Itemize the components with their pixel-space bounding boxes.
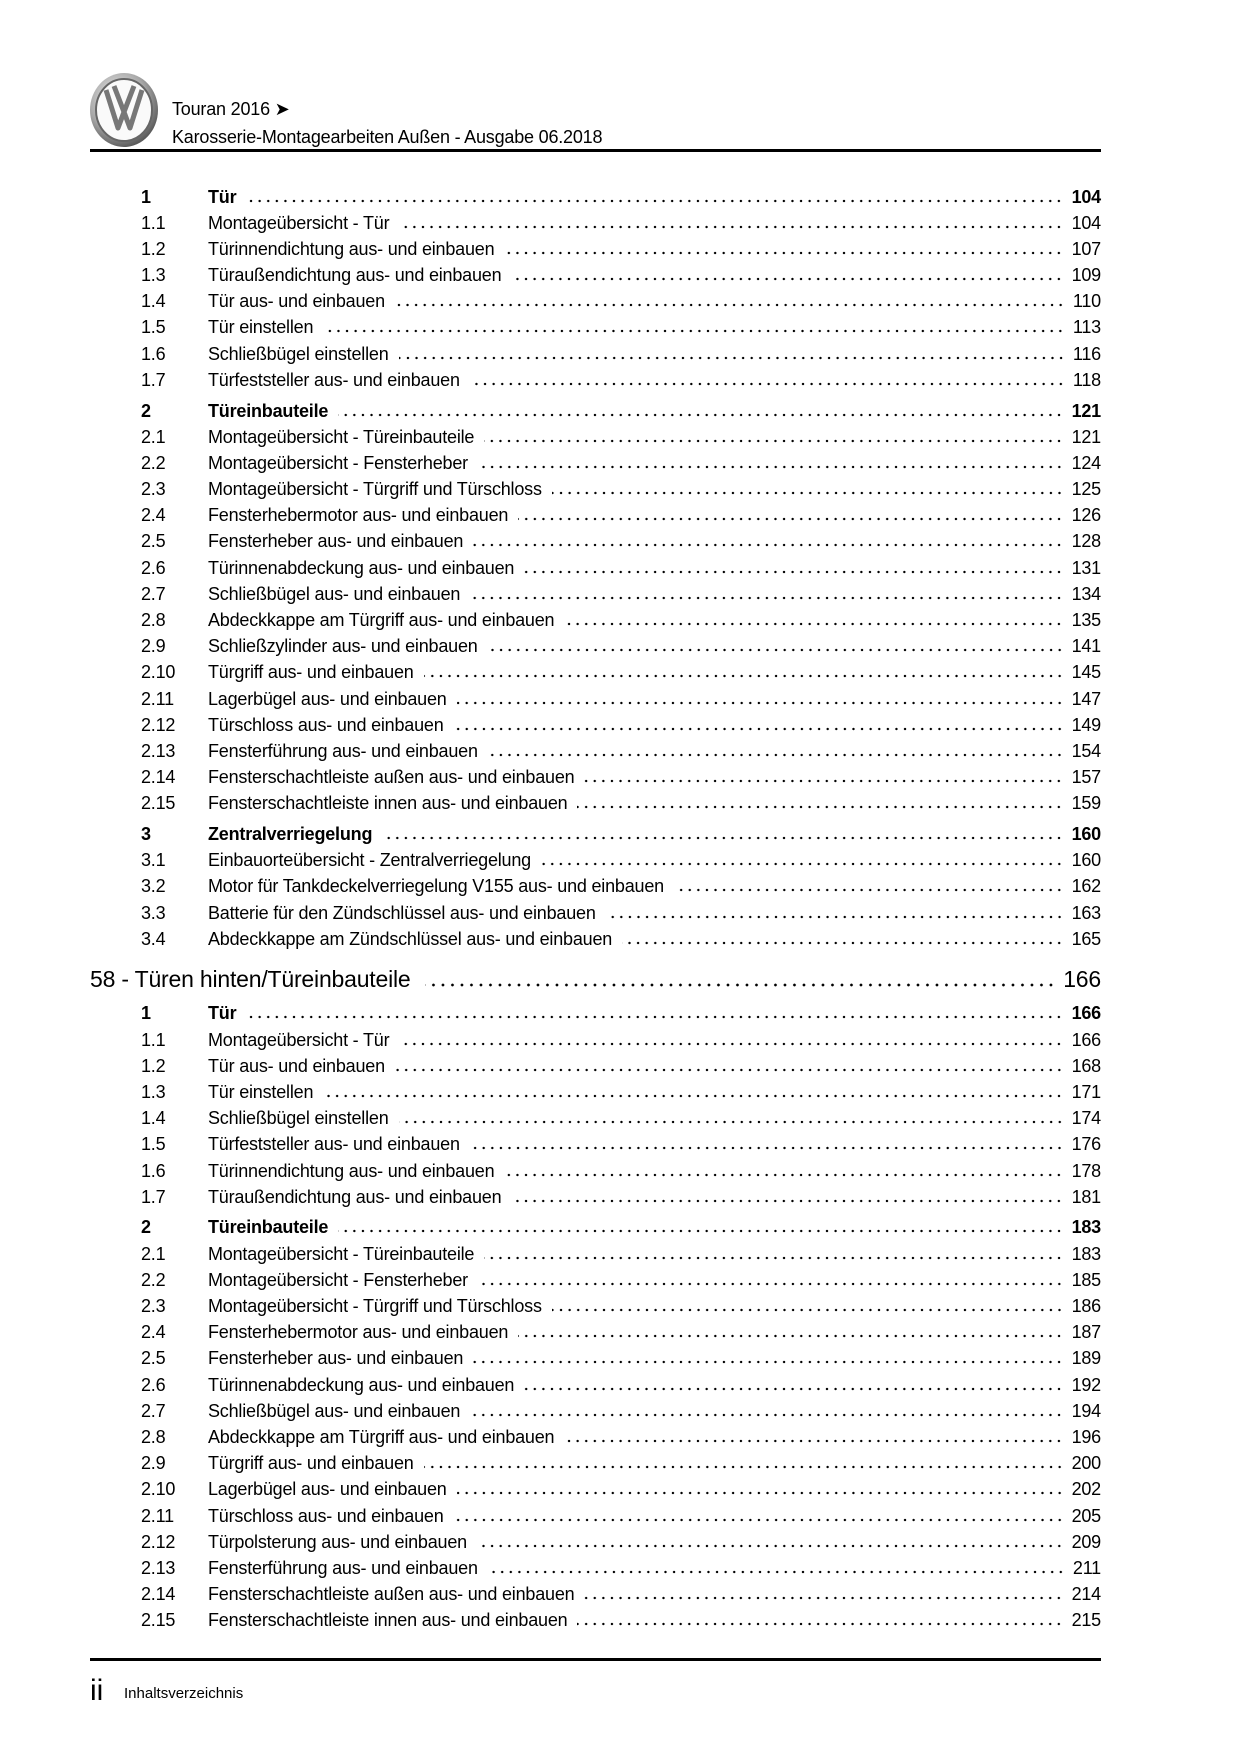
toc-title: Türinnenabdeckung aus- und einbauen <box>208 1374 515 1395</box>
leader-dots <box>477 1538 1064 1548</box>
toc-number: 1.1 <box>141 1029 166 1050</box>
toc-page: 211 <box>1072 1557 1101 1578</box>
toc-number: 2.7 <box>141 583 166 604</box>
toc-title: Fensterschachtleiste innen aus- und einbauen <box>208 1610 568 1631</box>
toc-page: 145 <box>1071 662 1101 683</box>
toc-title: Türfeststeller aus- und einbauen <box>208 369 460 390</box>
toc-title: Schließzylinder aus- und einbauen <box>208 636 478 657</box>
toc-page: 125 <box>1071 479 1101 500</box>
toc-entry[interactable] <box>90 1244 1101 1270</box>
leader-dots <box>323 1088 1063 1098</box>
toc-entry[interactable] <box>90 793 1101 819</box>
toc-number: 2.4 <box>141 1322 166 1343</box>
leader-dots <box>606 909 1064 919</box>
toc-title: Schließbügel aus- und einbauen <box>208 1400 461 1421</box>
toc-page: 183 <box>1071 1243 1101 1264</box>
toc-page: 166 <box>1063 965 1101 992</box>
leader-dots <box>399 219 1063 229</box>
toc-entry[interactable] <box>90 1134 1101 1160</box>
leader-dots <box>473 1354 1063 1364</box>
toc-title: Montageübersicht - Türeinbauteile <box>208 1243 475 1264</box>
header-rule <box>90 149 1101 152</box>
toc-entry[interactable] <box>90 1427 1101 1453</box>
toc-title: Tür <box>208 1003 237 1024</box>
toc-number: 2.11 <box>141 1505 174 1526</box>
leader-dots <box>488 747 1064 757</box>
toc-number: 2.15 <box>141 1610 176 1631</box>
leader-dots <box>478 459 1064 469</box>
toc-entry[interactable] <box>90 584 1101 610</box>
toc-number: 2.12 <box>141 1531 176 1552</box>
toc-title: Türinnenabdeckung aus- und einbauen <box>208 557 515 578</box>
toc-title: Türinnendichtung aus- und einbauen <box>208 1160 495 1181</box>
leader-dots <box>454 1512 1064 1522</box>
leader-dots <box>470 1407 1063 1417</box>
toc-number: 2.13 <box>141 1557 176 1578</box>
toc-entry[interactable] <box>90 317 1101 343</box>
leader-dots <box>504 245 1063 255</box>
toc-title: Batterie für den Zündschlüssel aus- und einbauen <box>208 902 596 923</box>
toc-page: 192 <box>1071 1374 1101 1395</box>
leader-dots <box>246 1009 1063 1019</box>
toc-number: 2.6 <box>141 1374 166 1395</box>
toc-number: 2.4 <box>141 505 166 526</box>
toc-number: 3.4 <box>141 928 166 949</box>
leader-dots <box>473 537 1063 547</box>
toc-page: 185 <box>1071 1269 1101 1290</box>
toc-title: Lagerbügel aus- und einbauen <box>208 688 447 709</box>
leader-dots <box>425 977 1056 987</box>
toc-title: Montageübersicht - Tür <box>208 212 390 233</box>
toc-page: 183 <box>1071 1217 1101 1238</box>
leader-dots <box>323 323 1065 333</box>
toc-number: 2.8 <box>141 610 166 630</box>
toc-title: Schließbügel einstellen <box>208 1108 389 1129</box>
leader-dots <box>622 935 1063 945</box>
toc-number: 2 <box>141 400 151 421</box>
toc-number: 2.10 <box>141 662 176 683</box>
toc-number: 1.4 <box>141 1108 166 1129</box>
toc-number: 2.2 <box>141 452 166 473</box>
toc-page: 202 <box>1071 1479 1101 1500</box>
toc-page: 166 <box>1071 1003 1101 1024</box>
toc-page: 189 <box>1071 1348 1101 1369</box>
leader-dots <box>399 1036 1063 1046</box>
toc-page: 162 <box>1071 876 1101 897</box>
toc-number: 2.14 <box>141 1584 176 1605</box>
header-subtitle: Karosserie-Montagearbeiten Außen - Ausgabe 06.2018 <box>172 127 603 147</box>
toc-number: 2.14 <box>141 767 176 788</box>
toc-number: 1.5 <box>141 317 166 338</box>
leader-dots <box>518 511 1063 521</box>
leader-dots <box>424 1459 1064 1469</box>
toc-page: 186 <box>1071 1296 1101 1316</box>
toc-entry[interactable] <box>90 1479 1101 1505</box>
toc-title: Motor für Tankdeckelverriegelung V155 aus- und einbauen <box>208 876 664 897</box>
toc-entry[interactable] <box>90 344 1101 370</box>
toc-page: 141 <box>1071 636 1101 657</box>
toc-number: 2.3 <box>141 479 166 500</box>
leader-dots <box>524 1381 1063 1391</box>
toc-number: 3.3 <box>141 902 166 923</box>
toc-entry[interactable] <box>90 929 1101 955</box>
toc-page: 196 <box>1071 1426 1101 1447</box>
toc-number: 3 <box>141 824 151 844</box>
toc-entry[interactable] <box>90 1108 1101 1134</box>
toc-entry[interactable] <box>90 610 1101 636</box>
toc-title: Türschloss aus- und einbauen <box>208 1505 444 1526</box>
toc-entry[interactable] <box>90 1056 1101 1082</box>
toc-entry[interactable] <box>90 1506 1101 1532</box>
toc-number: 2.5 <box>141 531 166 552</box>
toc-page: 110 <box>1072 291 1101 312</box>
toc-page: 168 <box>1071 1055 1101 1076</box>
toc-page: 118 <box>1072 369 1101 390</box>
toc-number: 1.7 <box>141 1186 166 1207</box>
toc-title: Fensterschachtleiste außen aus- und einbauen <box>208 1584 575 1605</box>
footer-label: Inhaltsverzeichnis <box>124 1685 244 1702</box>
toc-number: 2.15 <box>141 793 176 814</box>
toc-section[interactable] <box>90 1217 1101 1243</box>
toc-page: 205 <box>1071 1505 1101 1526</box>
toc-page: 107 <box>1071 238 1101 259</box>
toc-chapter[interactable] <box>90 966 1101 999</box>
toc-title: Fensterführung aus- und einbauen <box>208 740 478 761</box>
toc-page: 174 <box>1071 1108 1101 1129</box>
toc-number: 1.1 <box>141 212 166 233</box>
toc-page: 104 <box>1071 186 1101 207</box>
toc-section[interactable] <box>90 1003 1101 1029</box>
toc-number: 2.1 <box>141 1243 166 1264</box>
toc-title: Türgriff aus- und einbauen <box>208 1453 414 1474</box>
toc-page: 160 <box>1071 824 1101 844</box>
toc-page: 159 <box>1071 793 1101 814</box>
leader-dots <box>395 1062 1064 1072</box>
toc-entry[interactable] <box>90 741 1101 767</box>
toc-page: 215 <box>1071 1610 1101 1631</box>
toc-entry[interactable] <box>90 1532 1101 1558</box>
toc-number: 1.2 <box>141 238 166 259</box>
toc-page: 171 <box>1071 1082 1101 1102</box>
toc-number: 1.2 <box>141 1055 166 1076</box>
toc-entry[interactable] <box>90 1375 1101 1401</box>
toc-entry[interactable] <box>90 1296 1101 1322</box>
toc-entry[interactable] <box>90 1610 1101 1636</box>
toc-number: 1.6 <box>141 343 166 364</box>
toc-page: 134 <box>1071 583 1101 604</box>
toc-page: 163 <box>1071 902 1101 923</box>
leader-dots <box>457 695 1064 705</box>
toc-entry[interactable] <box>90 689 1101 715</box>
leader-dots <box>246 193 1063 203</box>
toc-page: 126 <box>1071 505 1101 526</box>
leader-dots <box>511 271 1063 281</box>
leader-dots <box>488 642 1064 652</box>
toc-title: Abdeckkappe am Türgriff aus- und einbauen <box>208 610 555 630</box>
toc-entry[interactable] <box>90 1401 1101 1427</box>
leader-dots <box>399 350 1065 360</box>
toc-title: Türgriff aus- und einbauen <box>208 662 414 683</box>
toc-title: Türeinbauteile <box>208 1217 329 1238</box>
toc-entry[interactable] <box>90 1082 1101 1108</box>
toc-entry[interactable] <box>90 715 1101 741</box>
toc-title: Zentralverriegelung <box>208 824 373 844</box>
toc-title: Abdeckkappe am Türgriff aus- und einbauen <box>208 1426 555 1447</box>
leader-dots <box>524 564 1063 574</box>
toc-entry[interactable] <box>90 636 1101 662</box>
leader-dots <box>399 1114 1064 1124</box>
toc-number: 3.2 <box>141 876 166 897</box>
leader-dots <box>504 1167 1063 1177</box>
leader-dots <box>584 773 1063 783</box>
toc-number: 1.3 <box>141 1082 166 1102</box>
toc-title: Schließbügel einstellen <box>208 343 389 364</box>
toc-entry[interactable] <box>90 558 1101 584</box>
toc-title: Fensterschachtleiste außen aus- und einbauen <box>208 767 575 788</box>
toc-number: 1.6 <box>141 1160 166 1181</box>
toc-title: Türaußendichtung aus- und einbauen <box>208 265 502 286</box>
toc-number: 1.3 <box>141 265 166 286</box>
toc-number: 2.3 <box>141 1296 166 1316</box>
toc-title: Türinnendichtung aus- und einbauen <box>208 238 495 259</box>
toc-number: 2.10 <box>141 1479 176 1500</box>
toc-page: 109 <box>1071 265 1101 286</box>
leader-dots <box>577 1616 1063 1626</box>
toc-entry[interactable] <box>90 239 1101 265</box>
toc-page: 166 <box>1071 1029 1101 1050</box>
toc-entry[interactable] <box>90 453 1101 479</box>
toc-number: 1 <box>141 186 151 207</box>
toc-title: Montageübersicht - Tür <box>208 1029 390 1050</box>
leader-dots <box>552 1302 1064 1312</box>
toc-title: Türschloss aus- und einbauen <box>208 714 444 735</box>
toc-entry[interactable] <box>90 1584 1101 1610</box>
toc-number: 1 <box>141 1003 151 1024</box>
toc-title: Tür einstellen <box>208 317 314 338</box>
toc-entry[interactable] <box>90 1161 1101 1187</box>
leader-dots <box>478 1276 1064 1286</box>
toc-page: 165 <box>1071 928 1101 949</box>
toc-title: Montageübersicht - Fensterheber <box>208 452 468 473</box>
toc-page: 104 <box>1071 212 1101 233</box>
toc-entry[interactable] <box>90 1030 1101 1056</box>
toc-title: Montageübersicht - Türgriff und Türschloss <box>208 1296 542 1316</box>
toc-number: 2 <box>141 1217 151 1238</box>
toc-page: 147 <box>1071 688 1101 709</box>
toc-entry[interactable] <box>90 479 1101 505</box>
toc-page: 121 <box>1071 426 1101 447</box>
toc-entry[interactable] <box>90 427 1101 453</box>
toc-entry[interactable] <box>90 505 1101 531</box>
toc-title: Fensterheber aus- und einbauen <box>208 1348 464 1369</box>
leader-dots <box>564 1433 1063 1443</box>
toc-page: 149 <box>1071 714 1101 735</box>
toc-page: 181 <box>1071 1186 1101 1207</box>
toc-entry[interactable] <box>90 876 1101 902</box>
toc-page: 113 <box>1072 317 1101 338</box>
toc-number: 2.12 <box>141 714 176 735</box>
leader-dots <box>552 485 1064 495</box>
toc-title: 58 - Türen hinten/Türeinbauteile <box>90 965 411 992</box>
toc-page: 187 <box>1071 1322 1101 1343</box>
toc-title: Tür aus- und einbauen <box>208 291 385 312</box>
toc-title: Tür aus- und einbauen <box>208 1055 385 1076</box>
toc-section[interactable] <box>90 187 1101 213</box>
toc-title: Türeinbauteile <box>208 400 329 421</box>
toc-title: Tür einstellen <box>208 1082 314 1102</box>
toc-title: Montageübersicht - Türgriff und Türschloss <box>208 479 542 500</box>
leader-dots <box>484 1250 1063 1260</box>
leader-dots <box>577 799 1063 809</box>
toc-title: Tür <box>208 186 237 207</box>
leader-dots <box>564 616 1063 626</box>
toc-page: 154 <box>1071 740 1101 761</box>
toc-entry[interactable] <box>90 531 1101 557</box>
toc-number: 1.5 <box>141 1134 166 1155</box>
toc-title: Montageübersicht - Türeinbauteile <box>208 426 475 447</box>
toc-title: Fensterschachtleiste innen aus- und einbauen <box>208 793 568 814</box>
toc-title: Abdeckkappe am Zündschlüssel aus- und einbauen <box>208 928 613 949</box>
toc-entry[interactable] <box>90 265 1101 291</box>
toc-entry[interactable] <box>90 1187 1101 1213</box>
toc-number: 2.9 <box>141 1453 166 1474</box>
toc-number: 2.9 <box>141 636 166 657</box>
leader-dots <box>470 1140 1064 1150</box>
toc-title: Fensterheber aus- und einbauen <box>208 531 464 552</box>
toc-page: 131 <box>1071 557 1101 578</box>
leader-dots <box>511 1193 1063 1203</box>
toc-entry[interactable] <box>90 1270 1101 1296</box>
toc-number: 2.13 <box>141 740 176 761</box>
toc-number: 1.7 <box>141 369 166 390</box>
leader-dots <box>382 830 1063 840</box>
toc-title: Fensterführung aus- und einbauen <box>208 1557 478 1578</box>
toc-title: Einbauorteübersicht - Zentralverriegelung <box>208 850 531 871</box>
footer-rule <box>90 1658 1101 1661</box>
toc-page: 209 <box>1071 1531 1101 1552</box>
toc-number: 2.1 <box>141 426 166 447</box>
leader-dots <box>488 1564 1065 1574</box>
toc-title: Türpolsterung aus- und einbauen <box>208 1531 467 1552</box>
toc-title: Montageübersicht - Fensterheber <box>208 1269 468 1290</box>
leader-dots <box>674 882 1064 892</box>
toc-page: 135 <box>1071 610 1101 630</box>
vw-logo <box>89 72 159 148</box>
toc-section[interactable] <box>90 824 1101 850</box>
toc-page: 200 <box>1071 1453 1101 1474</box>
leader-dots <box>470 590 1063 600</box>
toc-page: 121 <box>1071 400 1101 421</box>
leader-dots <box>338 1223 1063 1233</box>
toc-number: 2.2 <box>141 1269 166 1290</box>
toc-number: 2.6 <box>141 557 166 578</box>
toc-title: Fensterhebermotor aus- und einbauen <box>208 505 509 526</box>
toc-number: 2.5 <box>141 1348 166 1369</box>
footer-page-number: ii <box>90 1674 104 1707</box>
toc-page: 116 <box>1072 343 1101 364</box>
toc-entry[interactable] <box>90 662 1101 688</box>
leader-dots <box>454 721 1064 731</box>
leader-dots <box>584 1590 1063 1600</box>
toc-title: Schließbügel aus- und einbauen <box>208 583 461 604</box>
toc-entry[interactable] <box>90 903 1101 929</box>
leader-dots <box>424 668 1064 678</box>
toc-entry[interactable] <box>90 370 1101 396</box>
toc-number: 1.4 <box>141 291 166 312</box>
toc-page: 157 <box>1071 767 1101 788</box>
leader-dots <box>470 376 1065 386</box>
toc-entry[interactable] <box>90 1322 1101 1348</box>
leader-dots <box>484 433 1063 443</box>
toc-page: 128 <box>1071 531 1101 552</box>
toc-entry[interactable] <box>90 1453 1101 1479</box>
toc-page: 214 <box>1071 1584 1101 1605</box>
toc-title: Türfeststeller aus- und einbauen <box>208 1134 460 1155</box>
toc-number: 2.7 <box>141 1400 166 1421</box>
leader-dots <box>457 1485 1064 1495</box>
toc-entry[interactable] <box>90 1558 1101 1584</box>
leader-dots <box>338 407 1063 417</box>
toc-page: 194 <box>1071 1400 1101 1421</box>
toc-entry[interactable] <box>90 291 1101 317</box>
toc-page: 176 <box>1071 1134 1101 1155</box>
header-model: Touran 2016 ➤ <box>172 99 290 119</box>
toc-number: 2.8 <box>141 1426 166 1447</box>
toc-entry[interactable] <box>90 213 1101 239</box>
table-of-contents <box>90 182 1101 1636</box>
toc-entry[interactable] <box>90 1348 1101 1374</box>
toc-number: 3.1 <box>141 850 166 871</box>
toc-page: 124 <box>1071 452 1101 473</box>
toc-title: Türaußendichtung aus- und einbauen <box>208 1186 502 1207</box>
toc-page: 160 <box>1071 850 1101 871</box>
leader-dots <box>518 1328 1063 1338</box>
toc-entry[interactable] <box>90 850 1101 876</box>
leader-dots <box>541 856 1064 866</box>
toc-entry[interactable] <box>90 767 1101 793</box>
toc-page: 178 <box>1071 1160 1101 1181</box>
toc-number: 2.11 <box>141 688 174 709</box>
toc-title: Fensterhebermotor aus- und einbauen <box>208 1322 509 1343</box>
toc-title: Lagerbügel aus- und einbauen <box>208 1479 447 1500</box>
leader-dots <box>395 297 1065 307</box>
toc-section[interactable] <box>90 401 1101 427</box>
